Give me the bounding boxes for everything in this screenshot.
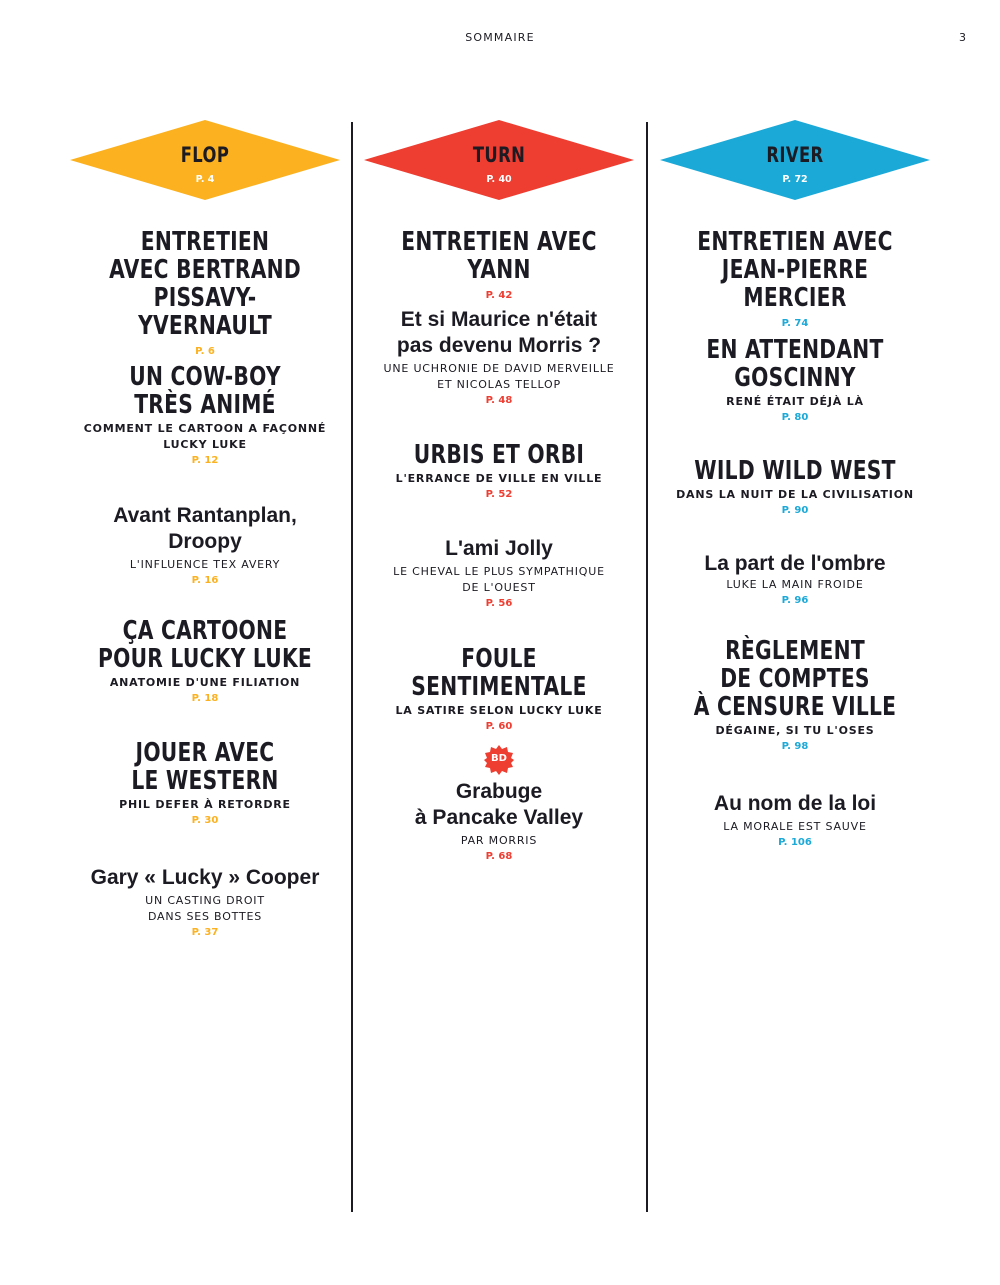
entry-subtitle: PHIL DEFER À RETORDRE <box>119 798 291 811</box>
entry-subtitle: L'ERRANCE DE VILLE EN VILLE <box>395 472 603 485</box>
entry-page: P. 37 <box>191 927 219 938</box>
entry-subtitle: LE CHEVAL LE PLUS SYMPATHIQUE DE L'OUEST <box>393 565 605 594</box>
toc-entry[interactable] <box>60 617 350 706</box>
toc-entry[interactable] <box>354 645 644 734</box>
toc-entry[interactable] <box>354 307 644 408</box>
toc-entry[interactable] <box>60 739 350 828</box>
toc-entry[interactable] <box>650 637 940 754</box>
entry-title: ÇA CARTOONE POUR LUCKY LUKE <box>97 616 313 674</box>
entry-page: P. 16 <box>191 575 219 586</box>
entry-subtitle: L'INFLUENCE TEX AVERY <box>129 558 281 571</box>
entry-title: La part de l'ombre <box>704 552 886 575</box>
entry-subtitle: LA MORALE EST SAUVE <box>723 820 867 833</box>
entry-title: Avant Rantanplan, Droopy <box>113 504 297 553</box>
entry-page: P. 96 <box>781 595 809 606</box>
section-title: FLOP <box>180 143 230 167</box>
entry-page: P. 60 <box>485 721 513 732</box>
entry-subtitle: LA SATIRE SELON LUCKY LUKE <box>395 704 603 717</box>
column-flop <box>60 120 350 938</box>
toc-entry[interactable] <box>60 363 350 468</box>
column-river <box>650 120 940 848</box>
entry-page: P. 80 <box>781 412 809 423</box>
toc-entry[interactable] <box>60 865 350 940</box>
entry-subtitle: PAR MORRIS <box>460 834 538 847</box>
section-title: RIVER <box>766 143 824 167</box>
entry-page: P. 90 <box>781 505 809 516</box>
entry-page: P. 98 <box>781 741 809 752</box>
column-turn <box>354 120 644 862</box>
entry-page: P. 74 <box>781 318 809 329</box>
section-page: P. 40 <box>486 174 512 185</box>
section-banner-flop[interactable] <box>70 120 340 200</box>
column-divider <box>646 122 648 1212</box>
entry-title: Et si Maurice n'était pas devenu Morris ? <box>396 308 602 357</box>
section-banner-turn[interactable] <box>364 120 634 200</box>
entry-subtitle: DANS LA NUIT DE LA CIVILISATION <box>676 488 914 501</box>
toc-entry[interactable] <box>354 536 644 611</box>
entry-page: P. 6 <box>195 346 215 357</box>
entry-page: P. 68 <box>485 851 513 862</box>
page-number: 3 <box>959 31 966 44</box>
entry-subtitle: UN CASTING DROIT DANS SES BOTTES <box>145 894 265 923</box>
entry-subtitle: COMMENT LE CARTOON A FAÇONNÉ LUCKY LUKE <box>83 422 327 451</box>
entry-page: P. 48 <box>485 395 513 406</box>
toc-entry[interactable] <box>354 228 644 303</box>
entry-page: P. 56 <box>485 598 513 609</box>
entry-subtitle: UNE UCHRONIE DE DAVID MERVEILLE ET NICOLAS TELLOP <box>383 362 615 391</box>
entry-title: Au nom de la loi <box>713 792 877 815</box>
entry-page: P. 106 <box>778 837 812 848</box>
entry-subtitle: DÉGAINE, SI TU L'OSES <box>715 724 875 737</box>
toc-entry[interactable] <box>650 551 940 608</box>
entry-title: ENTRETIEN AVEC BERTRAND PISSAVY-YVERNAULT <box>109 227 301 341</box>
bd-badge <box>484 745 514 775</box>
toc-entry[interactable] <box>60 503 350 588</box>
toc-entry[interactable] <box>354 745 644 864</box>
entry-title: URBIS ET ORBI <box>413 440 585 470</box>
toc-entry[interactable] <box>650 791 940 850</box>
entry-title: RÈGLEMENT DE COMPTES À CENSURE VILLE <box>693 636 897 722</box>
entry-title: UN COW-BOY TRÈS ANIMÉ <box>129 362 281 420</box>
toc-entry[interactable] <box>650 336 940 425</box>
entry-page: P. 18 <box>191 693 219 704</box>
section-page: P. 4 <box>195 174 215 185</box>
entry-title: EN ATTENDANT GOSCINNY <box>706 335 884 393</box>
section-banner-river[interactable] <box>660 120 930 200</box>
entry-title: JOUER AVEC LE WESTERN <box>131 738 279 796</box>
entry-subtitle: LUKE LA MAIN FROIDE <box>726 578 864 591</box>
entry-title: ENTRETIEN AVEC YANN <box>401 227 597 285</box>
entry-title: ENTRETIEN AVEC JEAN-PIERRE MERCIER <box>697 227 893 313</box>
entry-page: P. 12 <box>191 455 219 466</box>
entry-title: Gary « Lucky » Cooper <box>90 866 320 889</box>
section-title: TURN <box>472 143 526 167</box>
toc-entry[interactable] <box>650 228 940 331</box>
entry-page: P. 42 <box>485 290 513 301</box>
entry-page: P. 30 <box>191 815 219 826</box>
toc-entry[interactable] <box>650 457 940 518</box>
section-page: P. 72 <box>782 174 808 185</box>
page-header-title: SOMMAIRE <box>465 31 535 44</box>
entry-title: L'ami Jolly <box>445 537 553 560</box>
entry-subtitle: ANATOMIE D'UNE FILIATION <box>109 676 301 689</box>
column-divider <box>351 122 353 1212</box>
entry-title: FOULE SENTIMENTALE <box>411 644 587 702</box>
entry-subtitle: RENÉ ÉTAIT DÉJÀ LÀ <box>726 395 864 408</box>
toc-entry[interactable] <box>60 228 350 359</box>
badge-label: BD <box>491 753 507 764</box>
entry-title: Grabuge à Pancake Valley <box>414 780 584 829</box>
entry-title: WILD WILD WEST <box>694 456 896 486</box>
entry-page: P. 52 <box>485 489 513 500</box>
toc-entry[interactable] <box>354 441 644 502</box>
